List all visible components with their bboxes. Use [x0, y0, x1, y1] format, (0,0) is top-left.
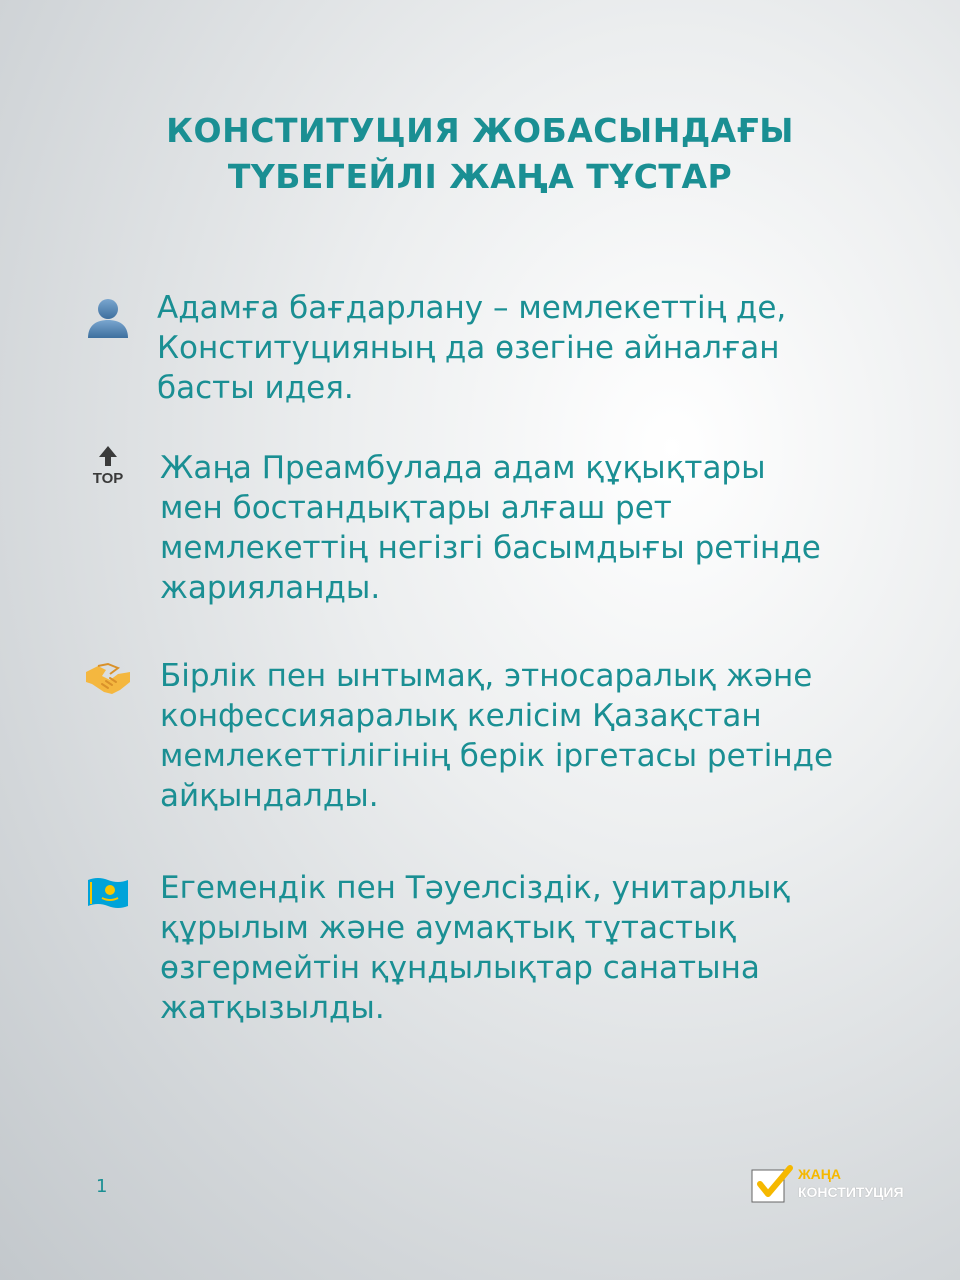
title-line-1: КОНСТИТУЦИЯ ЖОБАСЫНДАҒЫ — [166, 111, 794, 150]
page-title — [0, 108, 960, 200]
top-arrow-icon — [84, 446, 132, 494]
kazakhstan-flag-icon — [84, 870, 132, 918]
logo-check-icon — [750, 1164, 794, 1208]
handshake-icon — [84, 654, 132, 702]
title-line-2: ТҮБЕГЕЙЛІ ЖАҢА ТҰСТАР — [227, 157, 733, 196]
item-text: Жаңа Преамбулада адам құқықтары мен бостандықтары алғаш рет мемлекеттің негізгі басымдығы ретінде жарияланды. — [160, 450, 821, 606]
logo-line-1: ЖАҢА — [798, 1166, 841, 1182]
person-silhouette-icon — [84, 294, 132, 342]
item-text: Бірлік пен ынтымақ, этносаралық және конфессияаралық келісім Қазақстан мемлекеттілігінің берік іргетасы ретінде айқындалды. — [160, 658, 834, 814]
logo — [750, 1164, 910, 1208]
item-text: Адамға бағдарлану – мемлекеттің де, Конституцияның да өзегіне айналған басты идея. — [157, 290, 787, 406]
top-label: TOP — [92, 470, 124, 487]
item-text: Егемендік пен Тәуелсіздік, унитарлық құрылым және аумақтық тұтастық өзгермейтін құндылықтар санатына жатқызылды. — [160, 870, 791, 1026]
page-number: 1 — [96, 1176, 108, 1197]
logo-line-2: КОНСТИТУЦИЯ — [798, 1184, 904, 1200]
